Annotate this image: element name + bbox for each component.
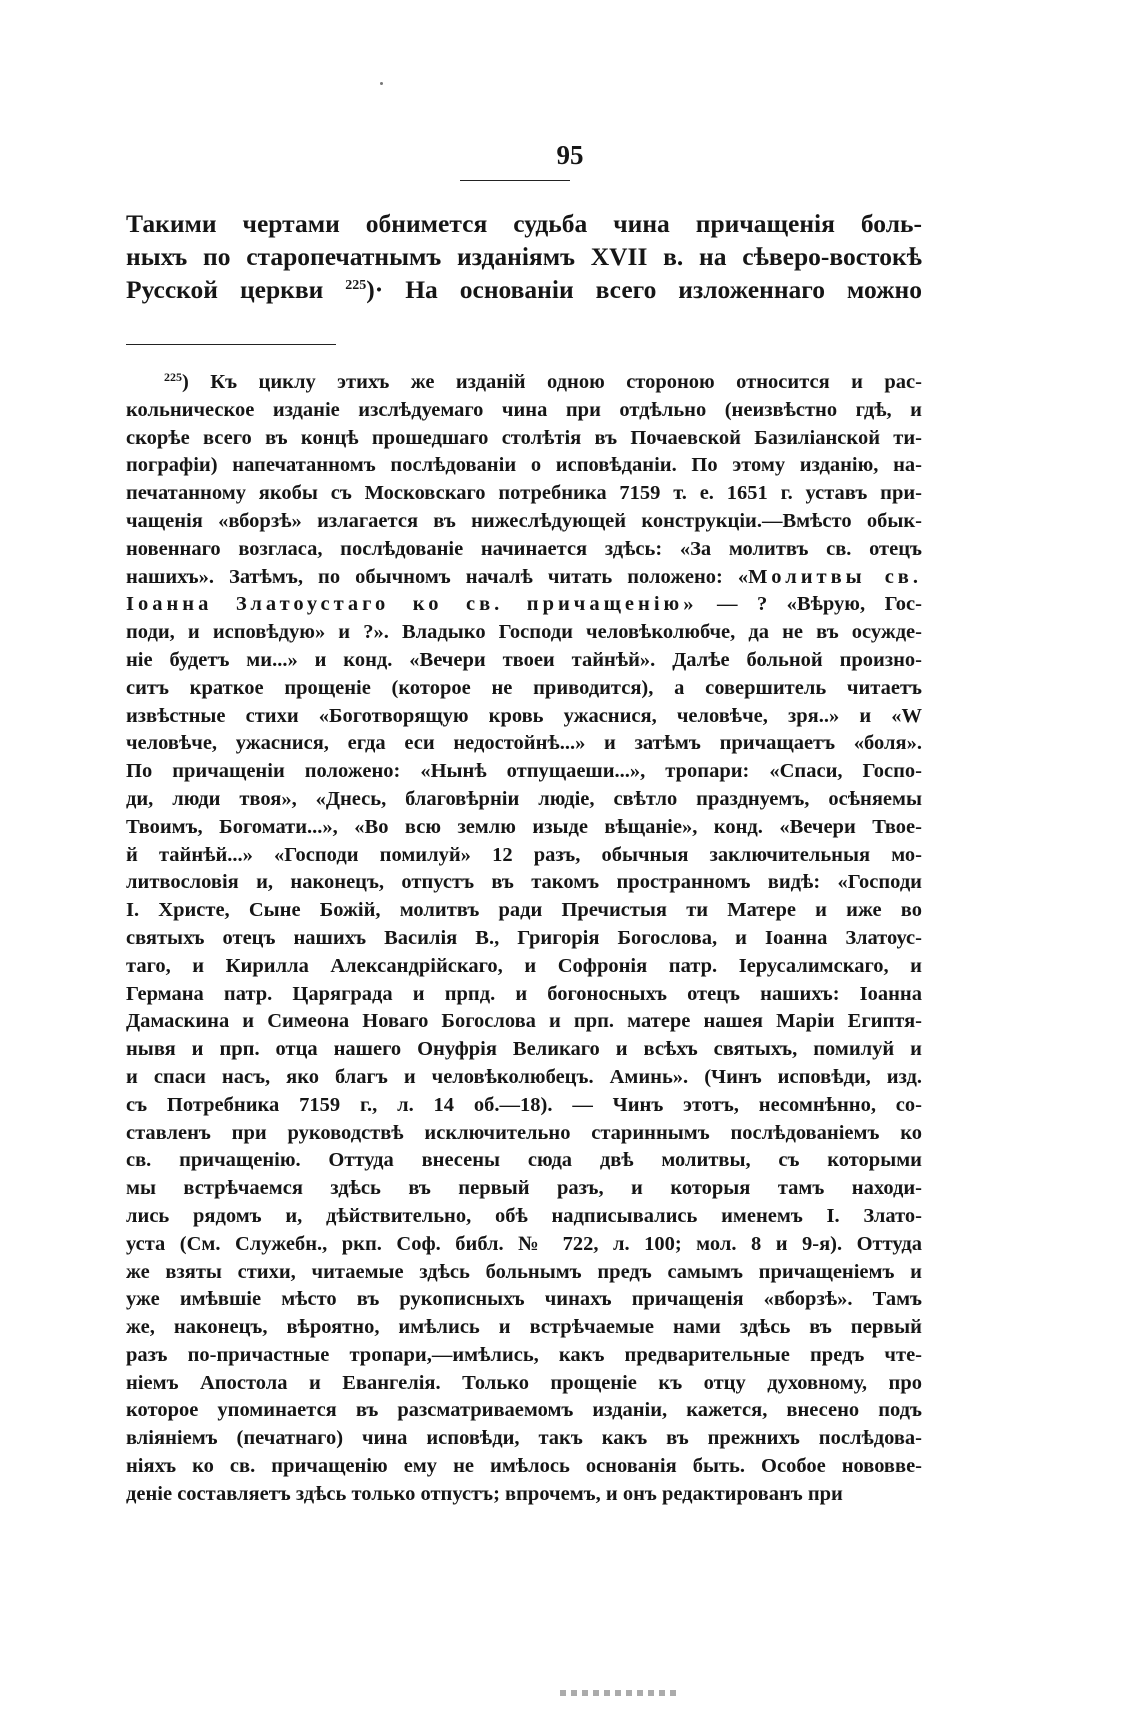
footnote-rule (126, 344, 336, 345)
footnote-line: таго, и Кирилла Александрійскаго, и Софронія патр. Іерусалимскаго, и (126, 954, 922, 977)
footnote-line (126, 369, 922, 397)
footnote-line: ставленъ при руководствѣ исключительно стариннымъ послѣдованіемъ ко (126, 1121, 922, 1144)
footnote-line: человѣче, ужаснися, егда еси недостойнѣ...» и затѣмъ причащаетъ «боля». (126, 732, 922, 755)
footnote-line: Германа патр. Царяграда и прпд. и богоносныхъ отецъ нашихъ: Іоанна (126, 982, 922, 1005)
main-text-line-end: )· На основаніи всего изложеннаго можно (366, 275, 923, 304)
footnote-line: которое упоминается въ разсматриваемомъ изданіи, кажется, внесено подъ (126, 1399, 922, 1422)
footnote-line: Твоимъ, Богомати...», «Во всю землю изыде вѣщаніе», конд. «Вечери Твое- (126, 815, 922, 838)
page-number: 95 (556, 140, 584, 170)
main-text-line (126, 273, 922, 306)
footnote-line-text: нашихъ». Затѣмъ, по обычномъ началѣ читать положено: « (126, 565, 749, 588)
main-text-line: ныхъ по старопечатнымъ изданіямъ XVII в. на сѣверо-востокѣ (126, 242, 922, 271)
footnote-line: ніяхъ ко св. причащенію ему не имѣлось основанія быть. Особое нововве- (126, 1455, 922, 1478)
footnote-line: же взяты стихи, читаемые здѣсь больнымъ предъ самымъ причащеніемъ и (126, 1260, 922, 1283)
footnote-line: По причащеніи положено: «Нынѣ отпущаеши...», тропари: «Спаси, Госпо- (126, 760, 922, 783)
footnote-line: и спаси насъ, яко благъ и человѣколюбецъ. Аминь». (Чинъ исповѣди, изд. (126, 1065, 922, 1088)
page-number-rule (460, 180, 570, 181)
footnote-line: съ Потребника 7159 г., л. 14 об.—18). — Чинъ этотъ, несомнѣнно, со- (126, 1093, 922, 1116)
footnote-line: чащенія «вборзѣ» излагается въ нижеслѣдующей конструкціи.—Вмѣсто обык- (126, 509, 922, 532)
bottom-marks (560, 1690, 680, 1696)
footnote-line: деніе составляетъ здѣсь только отпустъ; впрочемъ, и онъ редактированъ при (126, 1482, 843, 1505)
footnote-line: Дамаскина и Симеона Новаго Богослова и прп. матере нашея Маріи Египтя- (126, 1010, 922, 1033)
footnote-line: новеннаго возгласа, послѣдованіе начинается здѣсь: «За молитвъ св. отецъ (126, 537, 922, 560)
footnote-marker: 225 (164, 370, 182, 384)
footnote-line: печатанному якобы съ Московскаго потребника 7159 т. е. 1651 г. уставъ при- (126, 482, 922, 505)
main-text-line: Такими чертами обнимется судьба чина причащенія боль- (126, 209, 922, 238)
page-speck (380, 82, 383, 85)
footnote-line: скорѣе всего въ концѣ прошедшаго столѣтія въ Почаевской Базиліанской ти- (126, 426, 922, 449)
footnote-line: разъ по-причастные тропари,—имѣлись, какъ предварительные предъ чте- (126, 1343, 922, 1366)
footnote-line: уста (См. Служебн., ркп. Соф. библ. № 722, л. 100; мол. 8 и 9-я). Оттуда (126, 1232, 922, 1255)
footnote-line: святыхъ отецъ нашихъ Василія В., Григорія Богослова, и Іоанна Златоус- (126, 926, 922, 949)
footnote-line: лись рядомъ и, дѣйствительно, обѣ надписывались именемъ І. Злато- (126, 1204, 922, 1227)
footnote-reference: 225 (345, 278, 367, 293)
footnote-line-text: — ? «Вѣрую, Гос- (697, 593, 922, 616)
footnote-line-text: ) Къ циклу этихъ же изданій одною стороною относится и рас- (182, 371, 922, 393)
footnote-line: І. Христе, Сыне Божій, молитвъ ради Пречистыя ти Матере и иже во (126, 899, 922, 922)
footnote-line: извѣстные стихи «Боготворящую кровь ужаснися, человѣче, зря..» и «W (126, 704, 922, 727)
footnote-line: св. причащенію. Оттуда внесены сюда двѣ молитвы, съ которыми (126, 1149, 922, 1172)
footnote-line: ніе будетъ ми...» и конд. «Вечери твоеи тайнѣй». Далѣе больной произно- (126, 648, 922, 671)
footnote-line: нывя и прп. отца нашего Онуфрія Великаго и всѣхъ святыхъ, помилуй и (126, 1038, 922, 1061)
footnote-line: кольническое изданіе изслѣдуемаго чина при отдѣльно (неизвѣстно гдѣ, и (126, 398, 922, 421)
footnote-line: поди, и исповѣдую» и ?». Владыко Господи человѣколюбче, да не въ осужде- (126, 621, 922, 644)
footnote-line: же, наконецъ, вѣроятно, имѣлись и встрѣчаемые нами здѣсь въ первый (126, 1316, 922, 1339)
footnote-line: й тайнѣй...» «Господи помилуй» 12 разъ, обычныя заключительныя мо- (126, 843, 922, 866)
footnote-line: ди, люди твоя», «Днесь, благовѣрніи людіе, свѣтло празднуемъ, осѣняемы (126, 787, 922, 810)
footnote-line: уже имѣвшіе мѣсто въ рукописныхъ чинахъ причащенія «вборзѣ». Тамъ (126, 1288, 922, 1311)
footnote-line: пографіи) напечатанномъ послѣдованіи о исповѣданіи. По этому изданію, на- (126, 454, 922, 477)
footnote-line (126, 564, 922, 592)
footnote-line: мы встрѣчаемся здѣсь въ первый разъ, и которыя тамъ находи- (126, 1177, 922, 1200)
spaced-text: Іоанна Златоустаго ко св. причащенію» (126, 593, 698, 616)
footnote-line: вліяніемъ (печатнаго) чина исповѣди, такъ какъ въ прежнихъ послѣдова- (126, 1427, 922, 1450)
spaced-text: Молитвы св. (748, 565, 922, 588)
footnote-line: ситъ краткое прощеніе (которое не приводится), а совершитель читаетъ (126, 676, 922, 699)
main-text-line-start: Русской церкви (126, 275, 324, 304)
main-text (126, 207, 922, 306)
footnote (126, 369, 922, 1509)
footnote-line: ніемъ Апостола и Евангелія. Только прощеніе къ отцу духовному, про (126, 1371, 922, 1394)
footnote-line: литвословія и, наконецъ, отпустъ въ такомъ пространномъ видѣ: «Господи (126, 871, 922, 894)
footnote-line (126, 591, 922, 619)
